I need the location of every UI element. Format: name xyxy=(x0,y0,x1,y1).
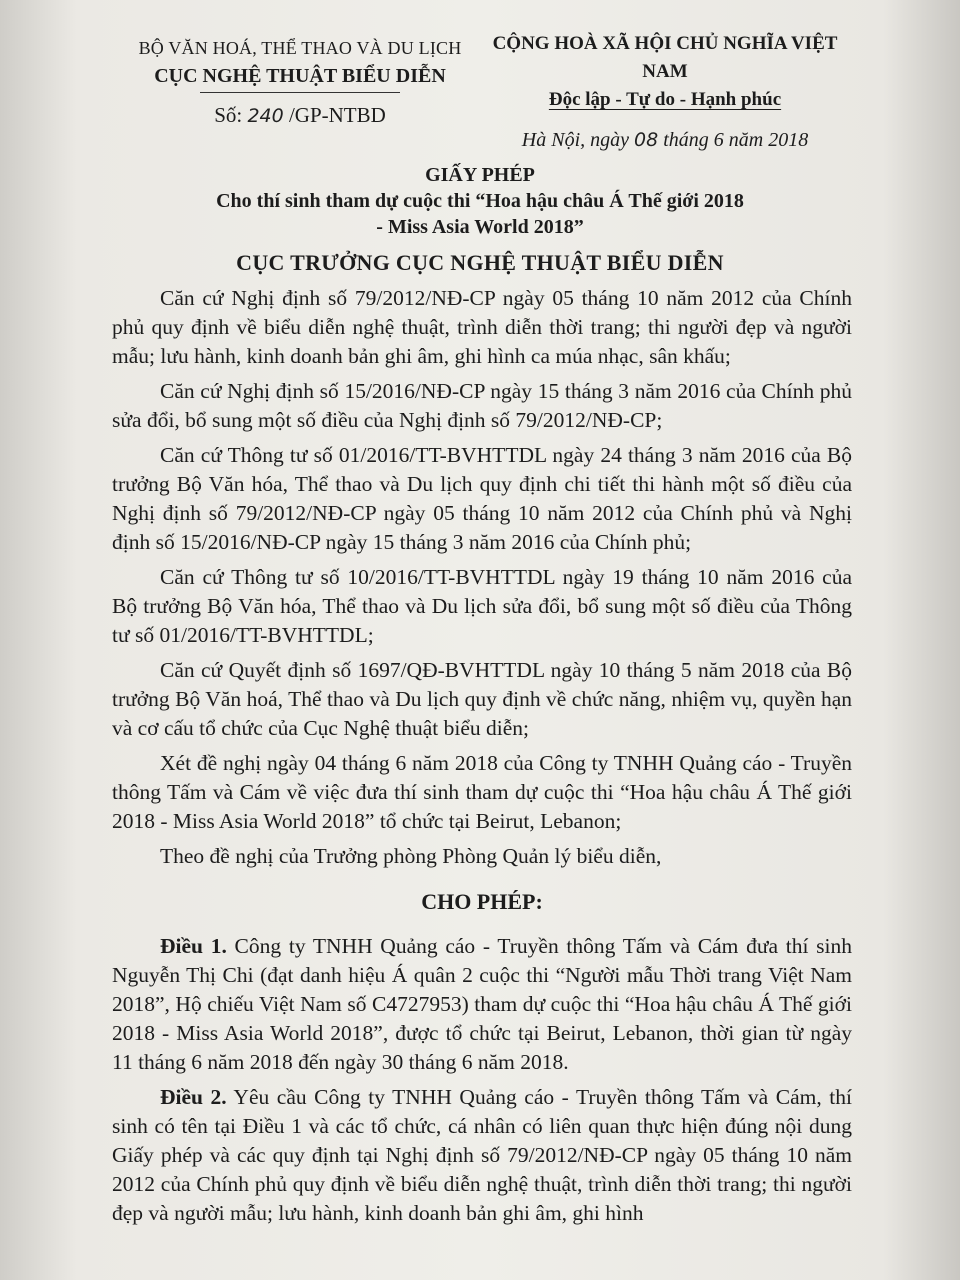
country-name: CỘNG HOÀ XÃ HỘI CHỦ NGHĨA VIỆT NAM xyxy=(492,33,838,82)
date-prefix: Hà Nội, ngày xyxy=(521,129,630,151)
subject-line-1: Cho thí sinh tham dự cuộc thi “Hoa hậu châu Á Thế giới 2018 xyxy=(216,190,744,212)
number-handwritten: 240 xyxy=(247,105,284,127)
article-text: Công ty TNHH Quảng cáo - Truyền thông Tấm và Cám đưa thí sinh Nguyễn Thị Chi (đạt danh hiệu Á quân 2 cuộc thi “Người mẫu Thời trang Việt Nam 2018”, Hộ chiếu Việt Nam số C4727953) tham dự cuộc thi “Hoa hậu châu Á Thế giới 2018 - Miss Asia World 2018”, được tổ chức tại Beirut, Lebanon, thời gian từ ngày 11 tháng 6 năm 2018 đến ngày 30 tháng 6 năm 2018. xyxy=(112,934,853,1074)
department-underline xyxy=(200,92,400,93)
preamble-paragraph: Căn cứ Thông tư số 10/2016/TT-BVHTTDL ngày 19 tháng 10 năm 2016 của Bộ trưởng Bộ Văn hóa, Thể thao và Du lịch sửa đổi, bổ sung một số điều của Thông tư số 01/2016/TT-BVHTTDL; xyxy=(112,565,852,647)
date-day-handwritten: 08 xyxy=(634,129,659,151)
preamble-paragraph: Căn cứ Nghị định số 15/2016/NĐ-CP ngày 15 tháng 3 năm 2016 của Chính phủ sửa đổi, bổ sung một số điều của Nghị định số 79/2012/NĐ-CP; xyxy=(112,379,852,432)
preamble-paragraph: Căn cứ Quyết định số 1697/QĐ-BVHTTDL ngày 10 tháng 5 năm 2018 của Bộ trưởng Bộ Văn hoá, Thể thao và Du lịch quy định về chức năng, nhiệm vụ, quyền hạn và cơ cấu tổ chức của Cục Nghệ thuật biểu diễn; xyxy=(112,658,852,740)
preamble-paragraph: Căn cứ Thông tư số 01/2016/TT-BVHTTDL ngày 24 tháng 3 năm 2016 của Bộ trưởng Bộ Văn hóa, Thể thao và Du lịch quy định chi tiết thi hành một số điều của Nghị định số 79/2012/NĐ-CP ngày 05 tháng 10 năm 2012 của Chính phủ và Nghị định số 15/2016/NĐ-CP ngày 15 tháng 3 năm 2016 của Chính phủ; xyxy=(112,443,852,554)
number-prefix: Số: xyxy=(214,103,243,127)
ministry-name: BỘ VĂN HOÁ, THỂ THAO VÀ DU LỊCH xyxy=(138,38,462,58)
preamble-paragraph: Xét đề nghị ngày 04 tháng 6 năm 2018 của Công ty TNHH Quảng cáo - Truyền thông Tấm và Cám về việc đưa thí sinh tham dự cuộc thi “Hoa hậu châu Á Thế giới 2018 - Miss Asia World 2018” tổ chức tại Beirut, Lebanon; xyxy=(112,751,852,833)
issuer-block xyxy=(100,34,500,130)
date-suffix: tháng 6 năm 2018 xyxy=(663,129,809,151)
decision-heading: CHO PHÉP: xyxy=(421,889,543,914)
title-block xyxy=(90,162,870,276)
subject-line-2: - Miss Asia World 2018” xyxy=(376,216,584,238)
national-motto: Độc lập - Tự do - Hạnh phúc xyxy=(548,89,782,110)
issue-date xyxy=(470,126,860,154)
number-suffix: /GP-NTBD xyxy=(288,103,386,127)
national-header xyxy=(470,30,860,154)
article-text: Yêu cầu Công ty TNHH Quảng cáo - Truyền thông Tấm và Cám, thí sinh có tên tại Điều 1 và các tổ chức, cá nhân có liên quan thực hiện đúng nội dung Giấy phép và các quy định tại Nghị định số 79/2012/NĐ-CP ngày 05 tháng 10 năm 2012 của Chính phủ quy định về biểu diễn nghệ thuật, trình diễn thời trang; thi người đẹp và người mẫu; lưu hành, kinh doanh bản ghi âm, ghi hình xyxy=(112,1085,852,1225)
article-label: Điều 1. xyxy=(160,934,227,958)
preamble-paragraph: Căn cứ Nghị định số 79/2012/NĐ-CP ngày 05 tháng 10 năm 2012 của Chính phủ quy định về biểu diễn nghệ thuật, trình diễn thời trang; thi người đẹp và người mẫu; lưu hành, kinh doanh bản ghi âm, ghi hình ca múa nhạc, sân khấu; xyxy=(112,286,852,368)
department-name: CỤC NGHỆ THUẬT BIỂU DIỄN xyxy=(154,65,446,87)
document-type: GIẤY PHÉP xyxy=(425,164,535,186)
article-1 xyxy=(112,932,852,1077)
document-number xyxy=(100,101,500,130)
document-body xyxy=(112,284,852,1234)
article-label: Điều 2. xyxy=(160,1085,227,1109)
issuing-authority: CỤC TRƯỞNG CỤC NGHỆ THUẬT BIỂU DIỄN xyxy=(236,250,724,275)
article-2 xyxy=(112,1083,852,1228)
preamble-paragraph: Theo đề nghị của Trưởng phòng Phòng Quản lý biểu diễn, xyxy=(160,844,662,868)
